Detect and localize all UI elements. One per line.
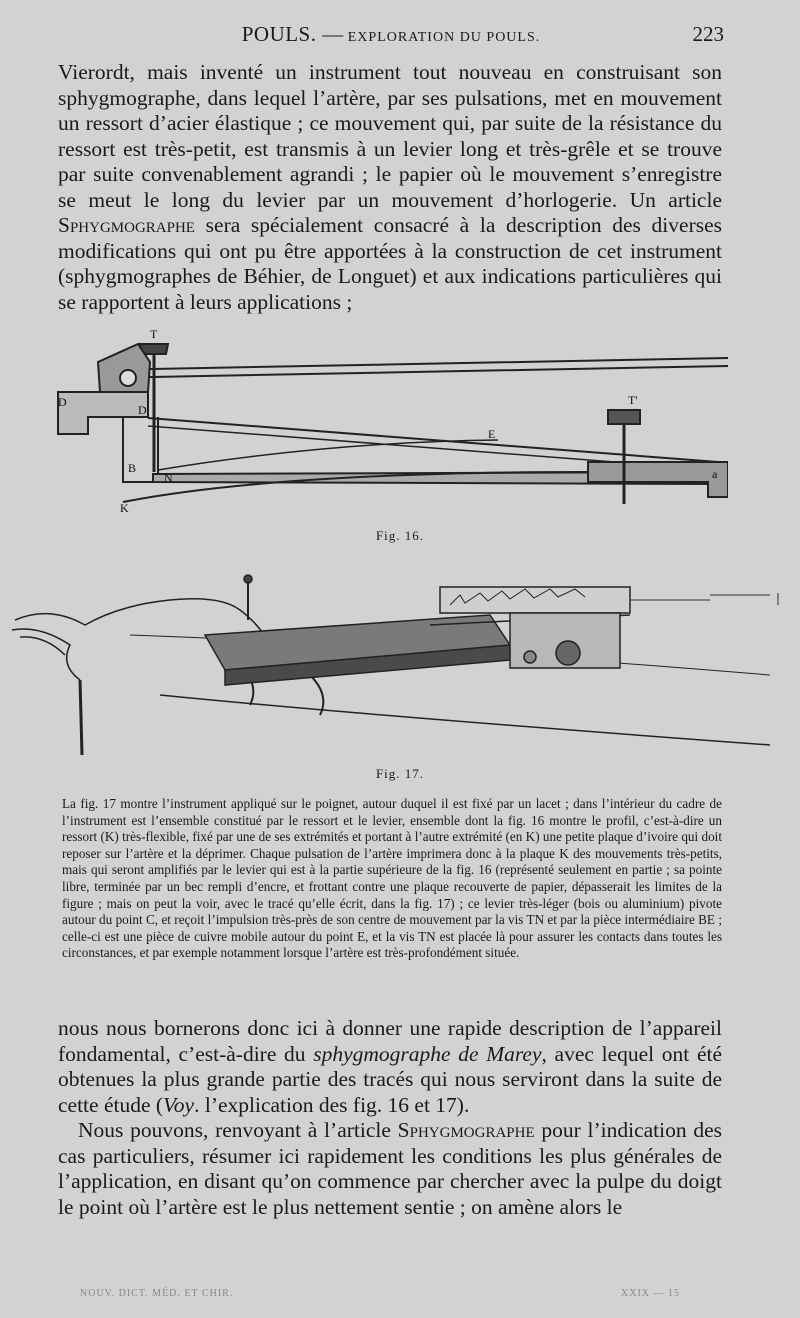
paragraph-3-text-a: Nous pouvons, renvoyant à l’article: [78, 1118, 391, 1142]
header-title: POULS. —: [241, 22, 344, 46]
paragraph-1-article-ref: Sphygmographe: [58, 213, 195, 237]
fig17-instrument: [205, 575, 630, 685]
fig16-label-n: N: [164, 471, 173, 485]
figure-17-illustration: [10, 565, 790, 765]
paragraph-3-article-ref: Sphygmographe: [397, 1118, 535, 1142]
footer-signature: XXIX — 15: [621, 1288, 680, 1299]
paragraph-1-text-b: sera spécialement consacré à la description des diverses modifications qui ont pu être apportées à la construction de cet instrument (sphygmographes de Béhier, de Longuet) et aux indications particulières qui se rapportent à leurs applications ;: [58, 213, 723, 314]
fig16-label-dprime: D': [138, 403, 149, 417]
fig16-label-t: T: [150, 327, 158, 341]
paragraph-2: [58, 1016, 722, 1118]
fig16-label-e: E: [488, 427, 496, 441]
paragraph-2-text-b: , avec lequel ont été obtenues la plus grande partie des tracés qui nous serviront dans la suite de cette étude (: [58, 1041, 722, 1117]
header-subtitle: EXPLORATION DU POULS.: [347, 30, 541, 45]
paragraph-1-text-a: Vierordt, mais inventé un instrument tout nouveau en construisant son sphygmographe, dans lequel l’artère, par ses pulsations, met en mouvement un ressort d’acier élastique ; ce mouvement qui, par suite de la résistance du ressort est très-petit, est transmis à un levier long et très-grêle et se trouve par suite convenablement agrandi ; le papier où le mouvement s’enregistre se meut le long du levier par un mouvement d’horlogerie. Un article: [58, 60, 722, 212]
figure-17-caption: Fig. 17.: [375, 766, 425, 781]
figure-16-diagram: [28, 322, 728, 522]
paragraph-2-text-c: . l’explication des fig. 16 et 17).: [194, 1092, 470, 1117]
figure-explanation-text: La fig. 17 montre l’instrument appliqué sur le poignet, autour duquel il est fixé par un lacet ; dans l’intérieur du cadre de l’instrument est l’ensemble constitué par le ressort et le levier, ensemble dont la fig. 16 montre le profil, c’est-à-dire un ressort (K) très-flexible, fixé par une de ses extrémités et portant à l’autre extrémité (en K) une petite plaque d’ivoire qui doit reposer sur l’artère et la déprimer. Chaque pulsation de l’artère imprimera donc à la plaque K des mouvements très-petits, mais qui seront amplifiés par le levier qui est à la partie supérieure de la fig. 16 (représenté seulement en partie ; sa pointe libre, terminée par un bec rempli d’encre, et frottant contre une plaque recouverte de papier, dépasserait les limites de la figure ; mais on peut la voir, avec le tracé qu’elle écrit, dans la fig. 17) ; ce levier très-léger (bois ou aluminium) pivote autour du point C, et reçoit l’impulsion très-près de son centre de mouvement par la vis TN et par la pièce intermédiaire BE ; celle-ci est une pièce de cuivre mobile autour du point E, et la vis TN est placée là pour assurer les contacts dans toutes les circonstances, et par exemple notamment lorsque l’artère est très-profondément située.: [62, 796, 722, 961]
page-number: 223: [692, 22, 724, 46]
fig16-label-tprime: T': [628, 393, 638, 407]
running-header: [58, 22, 724, 50]
paragraph-2-emphasis-marey: sphygmographe de Marey: [313, 1041, 542, 1066]
page-footer: [80, 1288, 680, 1308]
figure-16-caption: Fig. 16.: [375, 528, 425, 543]
paragraph-2-text-a: nous nous bornerons donc ici à donner une rapide description de l’appareil fondamental, c’est-à-dire du: [58, 1016, 722, 1066]
fig16-label-b: B: [128, 461, 137, 475]
paragraph-3: [58, 1118, 722, 1220]
paragraphs-2-3: [58, 1016, 722, 1220]
fig16-label-k: K: [120, 501, 129, 515]
fig16-label-d: D: [58, 395, 67, 409]
fig16-label-a: a: [712, 467, 718, 481]
paragraph-1: [58, 60, 722, 315]
footer-left: NOUV. DICT. MÉD. ET CHIR.: [80, 1288, 234, 1299]
paragraph-2-emphasis-voy: Voy: [163, 1092, 195, 1117]
fig16-frame: [58, 344, 728, 504]
paragraph-3-text-b: pour l’indication des cas particuliers, résumer ici rapidement les conditions les plus générales de l’application, en disant qu’on commence par chercher avec la pulpe du doigt le point où l’artère est le plus nettement sentie ; on amène alors le: [58, 1118, 722, 1219]
